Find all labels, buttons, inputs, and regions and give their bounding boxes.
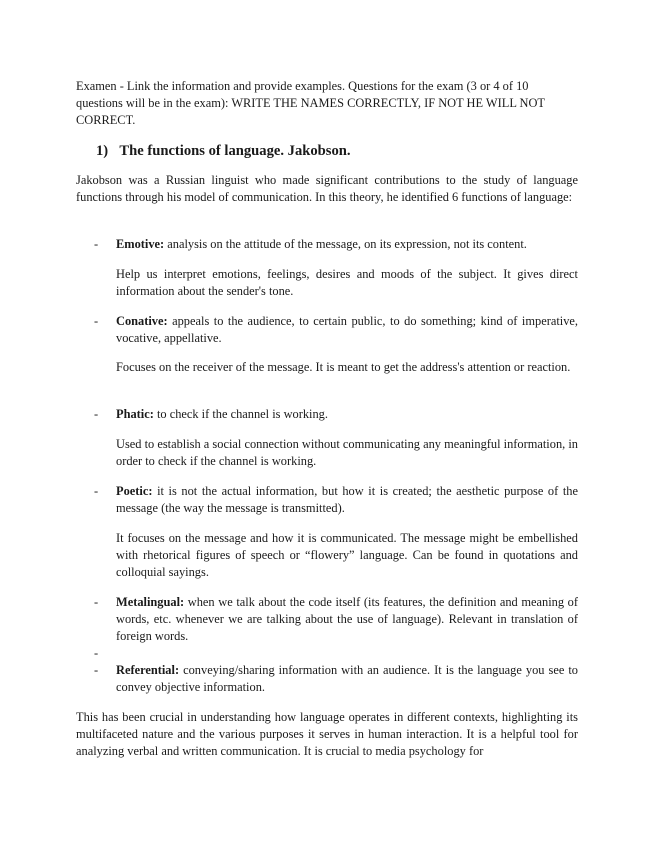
list-item-phatic [94, 406, 578, 423]
function-term: Phatic: [116, 407, 154, 421]
bullet-dash: - [94, 646, 99, 660]
function-definition: conveying/sharing information with an audience. It is the language you see to convey objective information. [116, 663, 578, 694]
heading-number: 1) [96, 143, 109, 159]
function-note-conative: Focuses on the receiver of the message. It is meant to get the address's attention or reaction. [116, 360, 571, 374]
list-item-poetic [94, 483, 578, 517]
bullet-dash: - [94, 237, 99, 251]
list-item-metalingual [94, 594, 578, 645]
function-note-phatic: Used to establish a social connection without communicating any meaningful information, in order to check if the channel is working. [116, 437, 578, 468]
list-item-conative [94, 313, 578, 347]
intro-text: Examen - Link the information and provide examples. Questions for the exam (3 or 4 of 10 questions will be in the exam): WRITE THE NAMES CORRECTLY, IF NOT HE WILL NOT CORRECT. [76, 79, 545, 127]
bullet-dash: - [94, 484, 99, 498]
lead-paragraph: Jakobson was a Russian linguist who made significant contributions to the study of language functions through his model of communication. In this theory, he identified 6 functions of language: [76, 173, 578, 204]
list-item-referential [94, 662, 578, 696]
bullet-dash: - [94, 407, 99, 421]
function-term: Referential: [116, 663, 180, 677]
function-term: Metalingual: [116, 595, 185, 609]
bullet-dash: - [94, 595, 99, 609]
function-definition: it is not the actual information, but how it is created; the aesthetic purpose of the message (the way the message is transmitted). [116, 484, 578, 515]
function-definition: when we talk about the code itself (its features, the definition and meaning of words, etc. whenever we are talking about the use of language). Relevant in translation of foreign words. [116, 595, 578, 643]
section-heading [96, 142, 351, 160]
function-note-emotive: Help us interpret emotions, feelings, desires and moods of the subject. It gives direct information about the sender's tone. [116, 267, 578, 298]
bullet-dash: - [94, 314, 99, 328]
bullet-dash: - [94, 663, 99, 677]
function-note-poetic: It focuses on the message and how it is communicated. The message might be embellished with rhetorical figures of speech or “flowery” language. Can be found in quotations and colloquial sayings. [116, 531, 578, 579]
function-definition: analysis on the attitude of the message, on its expression, not its content. [164, 237, 527, 251]
function-term: Poetic: [116, 484, 153, 498]
heading-title: The functions of language. Jakobson. [119, 143, 351, 159]
function-term: Conative: [116, 314, 168, 328]
closing-paragraph: This has been crucial in understanding how language operates in different contexts, highlighting its multifaceted nature and the various purposes it serves in human interaction. It is a helpful tool for analyzing verbal and written communication. It is crucial to media psychology for [76, 710, 578, 758]
function-definition: appeals to the audience, to certain public, to do something; kind of imperative, vocative, appellative. [116, 314, 578, 345]
function-term: Emotive: [116, 237, 165, 251]
function-definition: to check if the channel is working. [153, 407, 328, 421]
list-item-emotive [94, 236, 578, 253]
